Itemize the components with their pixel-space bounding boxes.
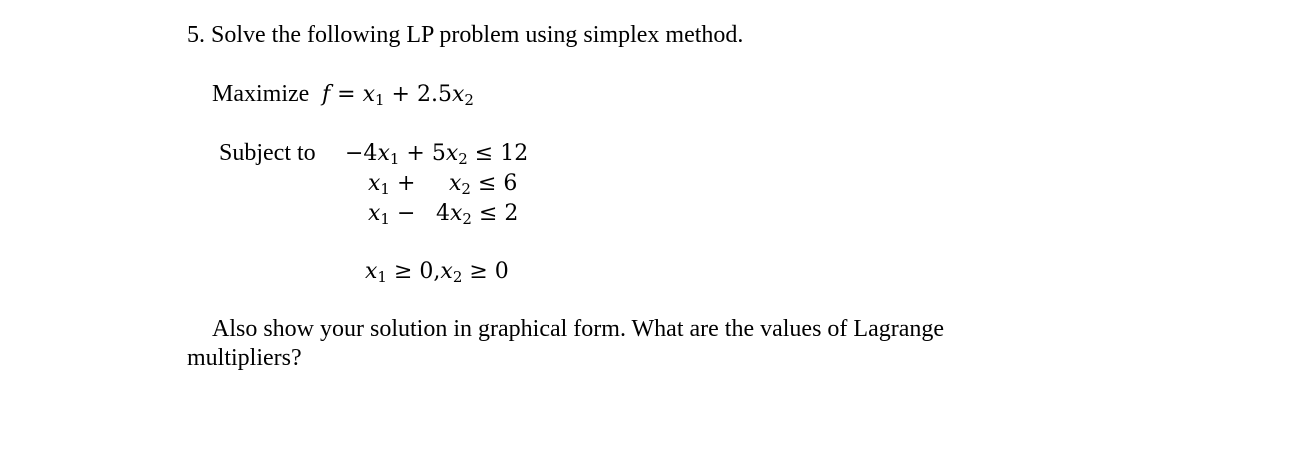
c3-coef2: 4 <box>436 201 450 226</box>
objective-x2: x <box>451 82 465 107</box>
nonneg-rhs: ≥ 0 <box>462 259 509 284</box>
nonneg-x2: x <box>440 259 453 284</box>
c2-x1: x <box>368 171 381 196</box>
objective-x2-sub: 2 <box>464 91 474 109</box>
question-title: 5. Solve the following LP problem using simplex method. <box>187 22 744 48</box>
objective-x1-sub: 1 <box>375 91 385 109</box>
objective-plus: + 2.5 <box>384 82 452 107</box>
nonneg-x1-sub: 1 <box>377 268 387 286</box>
c2-rhs: ≤ 6 <box>470 171 518 196</box>
constraint-3-right <box>436 201 518 226</box>
constraint-3-left <box>368 201 415 226</box>
nonneg-x1: x <box>365 259 378 284</box>
closing-text-line-1: Also show your solution in graphical form. What are the values of Lagrange <box>212 316 945 342</box>
c1-x2: x <box>445 141 459 166</box>
c2-x2: x <box>449 171 462 196</box>
c1-rhs: ≤ 12 <box>467 141 529 166</box>
nonnegativity-constraint <box>365 259 509 284</box>
c1-x1-sub: 1 <box>389 150 400 168</box>
c3-x1: x <box>368 201 381 226</box>
objective-expression <box>322 82 474 107</box>
nonneg-x2-sub: 2 <box>452 268 463 286</box>
constraint-2-left <box>368 171 415 196</box>
c3-x2-sub: 2 <box>462 210 472 228</box>
c2-x2-sub: 2 <box>461 180 471 198</box>
subject-to-label: Subject to <box>219 140 316 166</box>
closing-text-line-2: multipliers? <box>187 345 302 371</box>
constraint-1 <box>345 141 528 166</box>
objective-label: Maximize <box>212 81 310 107</box>
constraint-2-right <box>449 171 517 196</box>
c3-x1-sub: 1 <box>380 210 390 228</box>
c3-op: − <box>389 201 416 226</box>
c3-rhs: ≤ 2 <box>471 201 519 226</box>
c2-x1-sub: 1 <box>380 180 390 198</box>
nonneg-mid: ≥ 0, <box>386 259 441 284</box>
objective-x1: x <box>362 82 375 107</box>
c1-mid: + 5 <box>399 141 446 166</box>
objective-eq: = <box>330 82 363 107</box>
objective-f: f <box>322 82 331 107</box>
c3-x2: x <box>450 201 463 226</box>
c1-x1: x <box>377 141 390 166</box>
c2-op: + <box>389 171 416 196</box>
c1-coef1: −4 <box>345 141 378 166</box>
c1-x2-sub: 2 <box>458 150 468 168</box>
